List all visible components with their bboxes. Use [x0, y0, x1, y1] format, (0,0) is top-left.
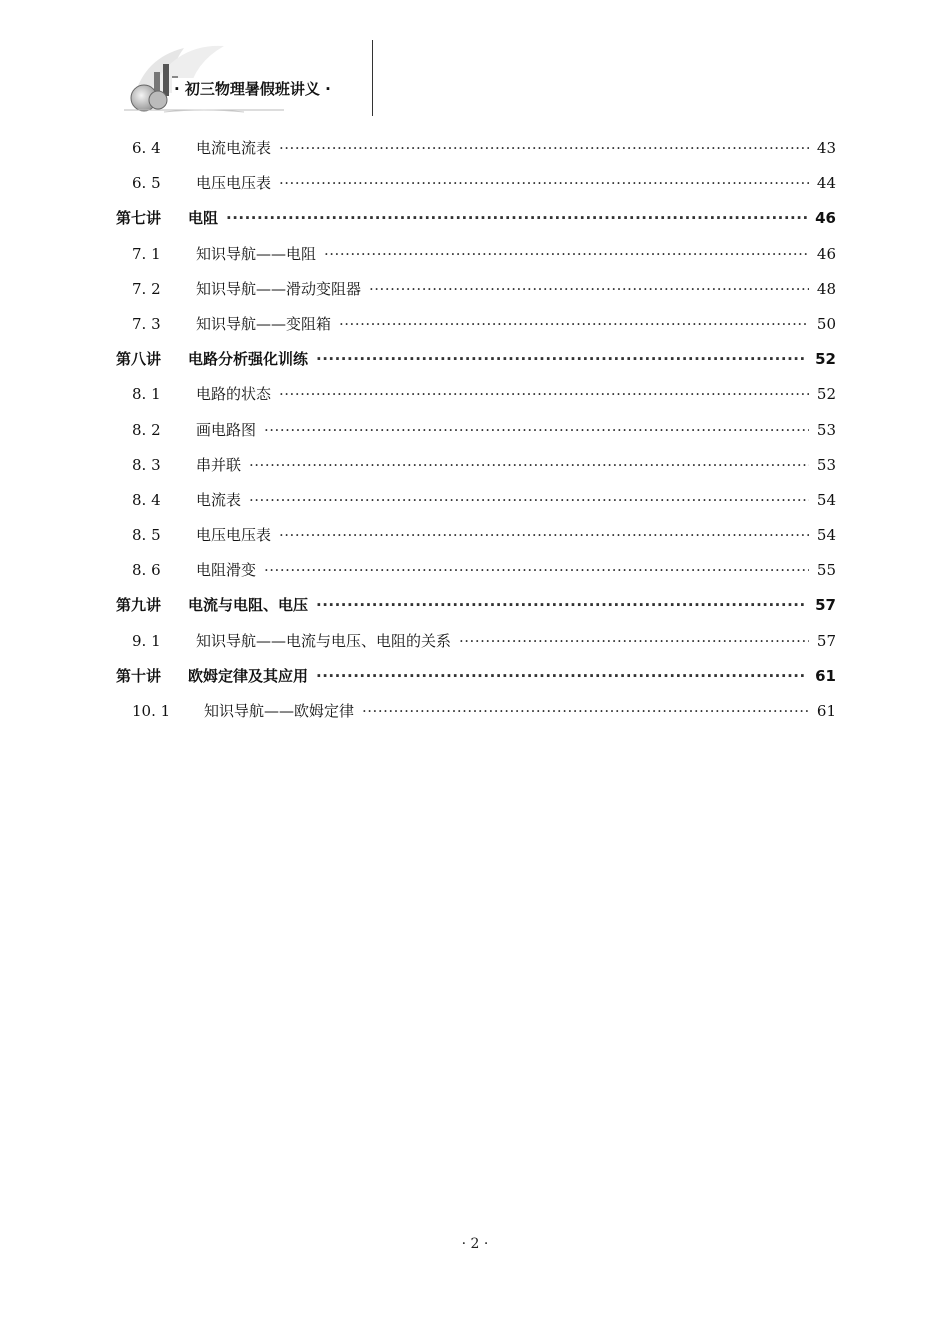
toc-chapter-row[interactable]	[116, 201, 836, 236]
toc-dot-leader	[324, 237, 809, 272]
toc-section-row[interactable]	[116, 377, 836, 412]
toc-entry-title: 串并联	[196, 455, 242, 474]
toc-entry-number: 9. 1	[132, 631, 161, 650]
toc-entry-title: 电路分析强化训练	[188, 350, 309, 369]
toc-entry-number: 7. 1	[132, 244, 161, 263]
toc-entry-number: 7. 3	[132, 314, 161, 333]
toc-page-number: 53	[816, 420, 836, 439]
toc-dot-leader	[316, 659, 807, 694]
toc-page-number: 48	[816, 279, 836, 298]
toc-entry-title: 知识导航——变阻箱	[196, 314, 332, 333]
toc-dot-leader	[369, 272, 809, 307]
toc-page-number: 52	[815, 350, 836, 369]
toc-chapter-row[interactable]	[116, 659, 836, 694]
toc-page-number: 54	[816, 526, 836, 545]
toc-entry-number: 8. 5	[132, 526, 161, 545]
toc-dot-leader	[249, 483, 809, 518]
toc-entry-number: 8. 4	[132, 490, 161, 509]
toc-entry-number: 6. 4	[132, 139, 161, 157]
toc-dot-leader	[316, 342, 807, 377]
toc-page-number: 46	[815, 209, 836, 228]
toc-entry-number: 8. 1	[132, 385, 161, 404]
toc-dot-leader	[279, 518, 809, 553]
toc-entry-title: 知识导航——欧姆定律	[204, 702, 355, 720]
toc-entry-title: 知识导航——电阻	[196, 244, 317, 263]
toc-entry-number: 8. 6	[132, 561, 161, 580]
toc-dot-leader	[279, 166, 809, 201]
toc-entry-number: 10. 1	[132, 702, 171, 720]
toc-dot-leader	[362, 694, 809, 729]
toc-section-row[interactable]	[116, 448, 836, 483]
toc-page-number: 61	[816, 702, 836, 720]
toc-entry-number: 第十讲	[116, 666, 162, 685]
toc-section-row[interactable]	[116, 272, 836, 307]
toc-section-row[interactable]	[116, 131, 836, 166]
toc-dot-leader	[264, 413, 809, 448]
toc-dot-leader	[339, 307, 809, 342]
toc-dot-leader	[226, 201, 807, 236]
toc-entry-title: 知识导航——电流与电压、电阻的关系	[196, 631, 452, 650]
page-number: · 2 ·	[461, 1236, 489, 1252]
toc-page-number: 61	[815, 666, 836, 685]
toc-chapter-row[interactable]	[116, 588, 836, 623]
toc-dot-leader	[279, 377, 809, 412]
toc-section-row[interactable]	[116, 237, 836, 272]
toc-entry-title: 电流与电阻、电压	[188, 596, 309, 615]
toc-section-row[interactable]	[116, 694, 836, 729]
toc-dot-leader	[249, 448, 809, 483]
toc-entry-number: 第七讲	[116, 209, 162, 228]
toc-section-row[interactable]	[116, 166, 836, 201]
toc-entry-title: 画电路图	[196, 420, 257, 439]
toc-page-number: 57	[815, 596, 836, 615]
toc-entry-title: 电压电压表	[196, 174, 272, 193]
toc-page-number: 43	[816, 139, 836, 157]
toc-page-number: 44	[816, 174, 836, 193]
toc-entry-number: 8. 3	[132, 455, 161, 474]
toc-dot-leader	[459, 624, 809, 659]
toc-section-row[interactable]	[116, 624, 836, 659]
table-of-contents	[116, 131, 836, 729]
toc-entry-number: 8. 2	[132, 420, 161, 439]
toc-section-row[interactable]	[116, 518, 836, 553]
toc-entry-title: 电流表	[196, 490, 242, 509]
toc-entry-number: 6. 5	[132, 174, 161, 193]
toc-page-number: 57	[816, 631, 836, 650]
toc-section-row[interactable]	[116, 307, 836, 342]
toc-entry-title: 电路的状态	[196, 385, 272, 404]
toc-entry-number: 第八讲	[116, 350, 162, 369]
toc-section-row[interactable]	[116, 553, 836, 588]
header-divider	[372, 40, 373, 116]
toc-page-number: 50	[816, 314, 836, 333]
toc-page-number: 52	[816, 385, 836, 404]
toc-section-row[interactable]	[116, 413, 836, 448]
toc-page-number: 55	[816, 561, 836, 580]
toc-entry-title: 电压电压表	[196, 526, 272, 545]
toc-entry-title: 欧姆定律及其应用	[188, 666, 309, 685]
toc-page-number: 53	[816, 455, 836, 474]
toc-dot-leader	[279, 131, 809, 166]
toc-dot-leader	[264, 553, 809, 588]
toc-page-number: 54	[816, 490, 836, 509]
toc-entry-number: 第九讲	[116, 596, 162, 615]
page-header	[108, 34, 383, 118]
toc-dot-leader	[316, 588, 807, 623]
header-title: · 初三物理暑假班讲义 ·	[174, 80, 331, 98]
toc-section-row[interactable]	[116, 483, 836, 518]
toc-page-number: 46	[816, 244, 836, 263]
toc-chapter-row[interactable]	[116, 342, 836, 377]
toc-entry-title: 电流电流表	[196, 139, 272, 157]
toc-entry-title: 知识导航——滑动变阻器	[196, 279, 362, 298]
toc-entry-number: 7. 2	[132, 279, 161, 298]
toc-entry-title: 电阻滑变	[196, 561, 257, 580]
toc-entry-title: 电阻	[188, 209, 219, 228]
physics-logo-icon	[114, 38, 289, 116]
